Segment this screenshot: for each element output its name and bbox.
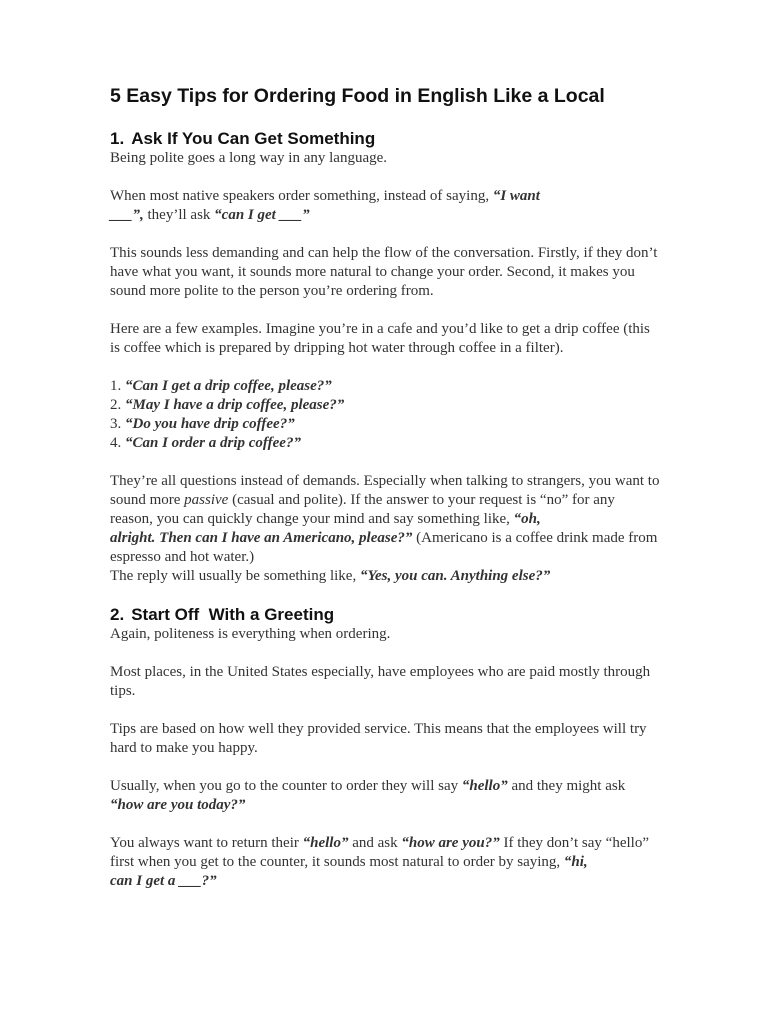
section-2-number: 2. xyxy=(110,605,125,624)
paragraph-text: and ask xyxy=(348,835,402,851)
section-2-heading xyxy=(110,605,660,625)
list-item-text: “May I have a drip coffee, please?” xyxy=(125,397,345,413)
quote-oh: “oh, xyxy=(513,511,541,527)
list-item-number: 4. xyxy=(110,435,122,451)
quote-hi: “hi, xyxy=(563,854,588,870)
paragraph-text: When most native speakers order something, instead of saying, xyxy=(110,188,493,204)
list-item xyxy=(110,415,660,434)
page-title: 5 Easy Tips for Ordering Food in English Like a Local xyxy=(110,85,605,107)
quote-how-are-you: “how are you?” xyxy=(401,835,500,851)
document-page xyxy=(110,84,660,910)
section-1-heading-text: Ask If You Can Get Something xyxy=(131,129,376,148)
paragraph-text: You always want to return their xyxy=(110,835,303,851)
list-item-text: “Do you have drip coffee?” xyxy=(125,416,295,432)
paragraph-text: If they don’t say “hello” first when you get to the counter, it sounds most natural to order by saying, xyxy=(110,835,649,870)
section-1-paragraph-5 xyxy=(110,472,660,567)
quote-i-want: “I want xyxy=(492,188,540,204)
list-item xyxy=(110,396,660,415)
section-1-paragraph-2 xyxy=(110,187,660,225)
quote-hello: “hello” xyxy=(461,778,508,794)
section-1-paragraph-3: This sounds less demanding and can help the flow of the conversation. Firstly, if they don’t have what you want, it sounds more natural to change your order. Second, it makes you sound more polite to the person you’re ordering from. xyxy=(110,245,658,299)
paragraph-text: The reply will usually be something like, xyxy=(110,568,360,584)
list-item xyxy=(110,377,660,396)
section-2-paragraph-1: Again, politeness is everything when ordering. xyxy=(110,626,391,642)
quote-can-i-get-a: can I get a ___?” xyxy=(110,873,217,889)
section-2-paragraph-5 xyxy=(110,834,660,891)
list-item-number: 2. xyxy=(110,397,122,413)
list-item xyxy=(110,434,660,453)
paragraph-text: (Americano is a coffee drink made from espresso and hot water.) xyxy=(110,530,658,565)
example-list xyxy=(110,377,660,453)
paragraph-text: they’ll ask xyxy=(143,207,215,223)
quote-can-i-get: “can I get ___” xyxy=(214,207,310,223)
quote-yes-you-can: “Yes, you can. Anything else?” xyxy=(359,568,551,584)
passive-term: passive xyxy=(184,492,229,508)
section-1-paragraph-6 xyxy=(110,567,660,586)
section-1-paragraph-1: Being polite goes a long way in any language. xyxy=(110,150,388,166)
section-2-paragraph-2: Most places, in the United States especially, have employees who are paid mostly through tips. xyxy=(110,664,651,699)
section-1-heading xyxy=(110,129,660,149)
paragraph-text: (casual and polite). If the answer to your request is “no” for any reason, you can quickly change your mind and say something like, xyxy=(110,492,615,527)
section-1-number: 1. xyxy=(110,129,125,148)
quote-i-want-blank: ___”, xyxy=(110,207,144,223)
section-2-heading-text: Start Off With a Greeting xyxy=(131,605,335,624)
section-1-paragraph-4: Here are a few examples. Imagine you’re in a cafe and you’d like to get a drip coffee (this is coffee which is prepared by dripping hot water through coffee in a filter). xyxy=(110,321,650,356)
section-2-paragraph-3: Tips are based on how well they provided service. This means that the employees will try hard to make you happy. xyxy=(110,721,647,756)
quote-americano: alright. Then can I have an Americano, please?” xyxy=(110,530,413,546)
paragraph-text: They’re all questions instead of demands. Especially when talking to strangers, you want to sound more xyxy=(110,473,660,508)
quote-how-are-you-today: “how are you today?” xyxy=(110,797,246,813)
section-2-paragraph-4 xyxy=(110,777,660,815)
list-item-number: 1. xyxy=(110,378,122,394)
quote-hello: “hello” xyxy=(302,835,349,851)
paragraph-text: and they might ask xyxy=(507,778,626,794)
list-item-text: “Can I order a drip coffee?” xyxy=(125,435,301,451)
list-item-text: “Can I get a drip coffee, please?” xyxy=(125,378,332,394)
paragraph-text: Usually, when you go to the counter to order they will say xyxy=(110,778,462,794)
list-item-number: 3. xyxy=(110,416,122,432)
